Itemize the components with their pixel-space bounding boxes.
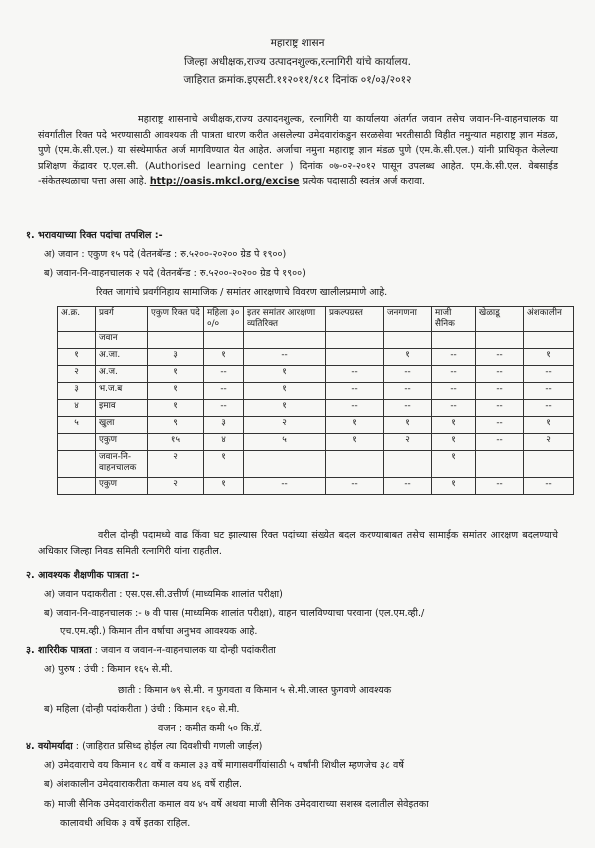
header-line-1: महाराष्ट्र शासन bbox=[270, 37, 325, 49]
table-row: ४ इमाव १ -- १ -- -- -- -- -- bbox=[58, 400, 574, 417]
section-3-title: ३. शारिरीक पात्रता bbox=[26, 645, 92, 656]
section-3-a1: अ) पुरुष : उंची : किमान १६५ से.मी. bbox=[44, 664, 173, 675]
col-header: माजी सैनिक bbox=[432, 307, 476, 332]
section-3-a2: छाती : किमान ७९ से.मी. न फुगवता व किमान ५ से.मी.जास्त फुगवणे आवश्यक bbox=[118, 685, 392, 696]
section-4-title-tail: : (जाहिरात प्रसिध्द होईल त्या दिवशीची गणली जाईल) bbox=[75, 741, 263, 752]
section-1-b: ब) जवान-नि-वाहनचालक २ पदे (वेतनबॅन्ड : रु.५२००-२०२०० ग्रेड पे १९००) bbox=[44, 268, 306, 279]
col-header: अंशकालीन bbox=[524, 307, 574, 332]
col-header: महिला ३० ०/० bbox=[204, 307, 244, 332]
section-4-heading bbox=[26, 739, 262, 752]
intro-tail: प्रत्येक पदासाठी स्वतंत्र अर्ज करावा. bbox=[302, 176, 425, 188]
section-4-b: ब) अंशकालीन उमेदवाराकरीता कमाल वय ४६ वर्षे राहील. bbox=[44, 779, 243, 790]
section-4-c2: कालावधी अधिक ३ वर्षे इतका राहिल. bbox=[60, 818, 191, 829]
section-1-title: १. भरावयाच्या रिक्त पदांचा तपशिल :- bbox=[26, 230, 163, 241]
section-3-b1: ब) महिला (दोन्ही पदांकरीता ) उंची : किमान १६० से.मी. bbox=[44, 704, 240, 715]
vacancy-table bbox=[57, 306, 574, 495]
section-4-c1: क) माजी सैनिक उमेदवारांकरीता कमाल वय ४५ वर्षे अथवा माजी सैनिक उमेदवाराच्या सशस्त्र दलातील सेवेइतका bbox=[44, 799, 429, 810]
table-header-row bbox=[58, 307, 574, 332]
section-1-a: अ) जवान : एकुण १५ पदे (वेतनबॅन्ड : रु.५२००-२०२०० ग्रेड पे १९००) bbox=[44, 249, 287, 260]
section-2-b1: ब) जवान-नि-वाहनचालक :- ७ वी पास (माध्यमिक शालांत परीक्षा), वाहन चालविण्याचा परवाना (एल.एम.व्ही./ bbox=[44, 608, 425, 619]
section-4-title: ४. वयोमर्यादा bbox=[26, 741, 73, 752]
section-4-a: अ) उमेदवाराचे वय किमान १८ वर्षे व कमाल ३३ वर्षे मागासवर्गीयांसाठी ५ वर्षांनी शिथील म्हणजेच ३८ वर्षे bbox=[44, 760, 404, 771]
table-row-jnv: जवान-नि-वाहनचालक २ १ १ bbox=[58, 451, 574, 478]
section-3-b2: वजन : कमीत कमी ५० कि.ग्रॅ. bbox=[158, 723, 263, 734]
table-row: २ अ.ज. १ -- १ -- -- -- -- -- bbox=[58, 366, 574, 383]
col-header: प्रकल्पग्रस्त bbox=[326, 307, 384, 332]
table-row: ५ खुला ९ ३ २ १ १ १ -- १ bbox=[58, 417, 574, 434]
col-header: एकुण रिक्त पदे bbox=[148, 307, 204, 332]
section-2-b2: एच.एम.व्ही.) किमान तीन वर्षाचा अनुभव आवश्यक आहे. bbox=[60, 626, 258, 637]
col-header: प्रवर्ग bbox=[96, 307, 148, 332]
table-row: ३ भ.ज.ब १ -- १ -- -- -- -- -- bbox=[58, 383, 574, 400]
section-1-note: रिक्त जागांचे प्रवर्गनिहाय सामाजिक / समांतर आरक्षणाचे विवरण खालीलप्रमाणे आहे. bbox=[96, 287, 388, 298]
mkcl-link[interactable]: http://oasis.mkcl.org/excise bbox=[149, 176, 300, 188]
col-header: इतर समांतर आरक्षणा व्यतिरिक्त bbox=[244, 307, 326, 332]
col-header: अ.क्र. bbox=[58, 307, 96, 332]
header-line-2: जिल्हा अधीक्षक,राज्य उत्पादनशुल्क,रत्नागिरी यांचे कार्यालय. bbox=[184, 56, 411, 68]
table-row: १ अ.जा. ३ १ -- १ -- -- १ bbox=[58, 349, 574, 366]
section-2-a: अ) जवान पदाकरीता : एस.एस.सी.उत्तीर्ण (माध्यमिक शालांत परीक्षा) bbox=[44, 589, 283, 600]
table-total-row: एकुण २ १ -- -- -- १ -- -- bbox=[58, 478, 574, 495]
section-2-title: २. आवश्यक शैक्षणीक पात्रता :- bbox=[26, 570, 140, 581]
col-header: जनगणना bbox=[384, 307, 432, 332]
after-table-note: वरील दोन्ही पदामध्ये वाढ किंवा घट झाल्यास रिक्त पदांच्या संख्येत बदल करण्याबाबत तसेच सामाईक समांतर आरक्षण बदलण्याचे अधिकार जिल्हा निवड समिती रत्नागिरी यांना राहतील. bbox=[38, 530, 558, 557]
table-section-row bbox=[58, 332, 574, 349]
section-3-heading bbox=[26, 643, 276, 656]
col-header: खेळाडू bbox=[476, 307, 524, 332]
section-3-title-tail: : जवान व जवान-न-वाहनचालक या दोन्ही पदांकरीता bbox=[94, 645, 276, 656]
header-line-3: जाहिरात क्रमांक.इएसटी.११२०११/१८१ दिनांक ०१/०३/२०१२ bbox=[183, 74, 412, 86]
intro-text: महाराष्ट्र शासनाचे अधीक्षक,राज्य उत्पादनशुल्क, रत्नागिरी या कार्यालया अंतर्गत जवान तसेच जवान-नि-वाहनचालक या संवर्गातील रिक्त पदे भरण्यासाठी आवश्यक ती पात्रता धारण करीत असलेल्या उमेदवारांकडुन सरळसेवा भरतीसाठी विहीत नमुन्यात महाराष्ट्र ज्ञान मंडळ, पुणे (एम.के.सी.एल.) या संस्थेमार्फत अर्ज मागविण्यात येत आहेत. अर्जाचा नमुना महाराष्ट्र ज्ञान मंडळ पुणे (एम.के.सी.एल.) यांनी प्राधिकृत केलेल्या प्रशिक्षण केंद्रावर ए.एल.सी. (Authorised learning center ) दिनांक ०७-०२-२०१२ पासून उपलब्ध आहेत. एम.के.सी.एल. वेबसाईड -संकेतस्थळाचा पत्ता असा आहे. bbox=[38, 114, 558, 188]
section-label-jawan: जवान bbox=[96, 332, 148, 349]
table-total-row: एकुण १५ ४ ५ १ २ १ -- २ bbox=[58, 434, 574, 451]
intro-paragraph bbox=[38, 112, 558, 190]
